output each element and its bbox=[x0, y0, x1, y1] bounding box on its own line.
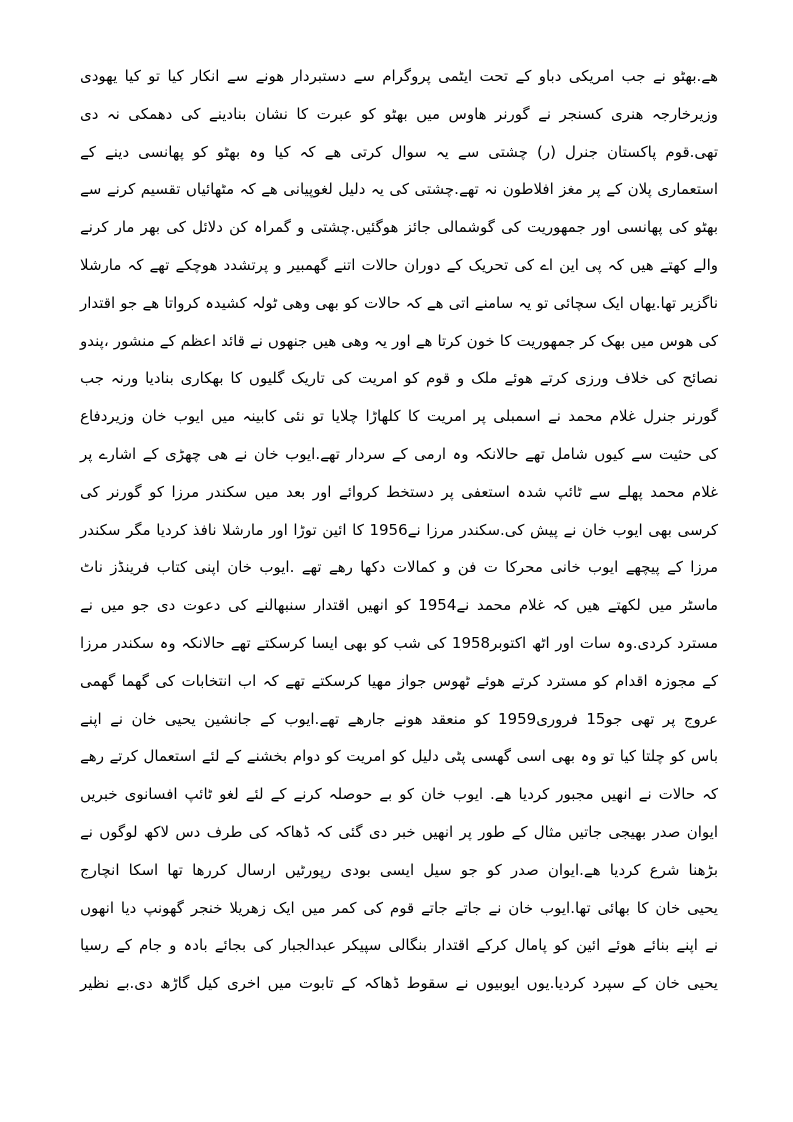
text-line: ناگزیر تھا.یھاں ایک سچائی تو یہ سامنے اتی ھے کہ حالات کو بھی وھی ٹولہ کشیدہ کرواتا ھے جو اقتدار bbox=[80, 293, 718, 312]
text-line: نصائح کی خلاف ورزی کرتے ھوئے ملک و قوم کو امریت کی تاریک گلیوں کا بھکاری بنادیا ورنہ جب bbox=[80, 369, 718, 388]
text-line: بھٹو کی پھانسی اور جمھوریت کی گوشمالی جائز ھوگئیں.چشتی و گمراہ کن دلائل کی بھر مار کرنے bbox=[80, 218, 718, 237]
text-line: تھی.قوم پاکستان جنرل (ر) چشتی سے یہ سوال کرتی ھے کہ کیا وہ بھٹو کو پھانسی دینے کے bbox=[80, 142, 718, 161]
body-text bbox=[80, 58, 718, 1003]
text-line: مرزا کے پیچھے ایوب خانی محرکا ت فن و کمالات دکھا رھے تھے .ایوب خان اپنی کتاب فرینڈز ناٹ bbox=[80, 558, 718, 577]
text-line: استعماری پلان کے پر مغز افلاطون نہ تھے.چشتی کی یہ دلیل لغوپیانی ھے کہ مٹھائیاں تقسیم کرنے سے bbox=[80, 180, 718, 199]
text-line: یحیی خان کے سپرد کردیا.یوں ایوبیوں نے سقوط ڈھاکہ کے تابوت میں اخری کیل گاڑھ دی.بے نظیر bbox=[80, 974, 718, 993]
text-line: ماسٹر میں لکھتے ھیں کہ غلام محمد نے1954 کو انھیں اقتدار سنبھالنے کی دعوت دی جو میں نے bbox=[80, 596, 718, 615]
text-line: والے کھتے ھیں کہ پی این اے کی تحریک کے دوران حالات اتنے گھمبیر و پرتشدد ھوچکے تھے کہ مارشلا bbox=[80, 255, 718, 274]
text-line: بڑھنا شرع کردیا ھے.ایوان صدر کو جو سیل ایسی بودی رپورٹیں ارسال کررھا تھا اسکا انچارج bbox=[80, 860, 718, 879]
text-line: کہ حالات نے انھیں مجبور کردیا ھے. ایوب خان کو بے حوصلہ کرنے کے لئے لغو ٹائپ افسانوی خبریں bbox=[80, 785, 718, 804]
text-line: غلام محمد پھلے سے ٹائپ شدہ استعفی پر دستخط کروائے اور بعد میں سکندر مرزا کو گورنر کی bbox=[80, 482, 718, 501]
text-line: کی حثیت سے کیوں شامل تھے حالانکہ وہ ارمی کے سردار تھے.ایوب خان نے ھی چھڑی کے اشارے پر bbox=[80, 444, 718, 463]
text-line: باس کو چلتا کیا تو وہ بھی اسی گھسی پٹی دلیل کو امریت کو دوام بخشنے کے لئے استعمال کرتے رھے bbox=[80, 747, 718, 766]
text-line: عروج پر تھی جو15 فروری1959 کو منعقد ھونے جارھے تھے.ایوب کے جانشین یحیی خان نے اپنے bbox=[80, 709, 718, 728]
text-line: کی ھوس میں بھک کر جمھوریت کا خون کرتا ھے اور یہ وھی ھیں جنھوں نے قائد اعظم کے منشور ،پندو bbox=[80, 331, 718, 350]
text-line: مسترد کردی.وہ سات اور اٹھ اکتوبر1958 کی شب کو بھی ایسا کرسکتے تھے حالانکہ وہ سکندر مرزا bbox=[80, 633, 718, 652]
text-line: ایوان صدر بھیجی جاتیں مثال کے طور پر انھیں خبر دی گئی کہ ڈھاکہ کی طرف دس لاکھ لوگوں نے bbox=[80, 822, 718, 841]
text-line: نے اپنے بنائے ھوئے ائین کو پامال کرکے اقتدار بنگالی سپیکر عبدالجبار کی بجائے بادہ و جام کے رسیا bbox=[80, 936, 718, 955]
text-line: کرسی بھی ایوب خان نے پیش کی.سکندر مرزا نے1956 کا ائین توڑا اور مارشلا نافذ کردیا مگر سکندر bbox=[80, 520, 718, 539]
text-line: کے مجوزہ اقدام کو مسترد کرتے ھوئے ٹھوس جواز مھیا کرسکتے تھے کہ اب انتخابات کی گھما گھمی bbox=[80, 671, 718, 690]
text-line: ھے.بھٹو نے جب امریکی دباو کے تحت ایٹمی پروگرام سے دستبردار ھونے سے انکار کیا تو کیا یھودی bbox=[80, 67, 718, 85]
text-line: وزیرخارجہ ھنری کسنجر نے گورنر ھاوس میں بھٹو کو عبرت کا نشان بنادینے کی دھمکی نہ دی bbox=[80, 104, 718, 123]
text-line: یحیی خان کا بھائی تھا.ایوب خان نے جاتے جاتے قوم کی کمر میں ایک زھریلا خنجر گھونپ دیا انھوں bbox=[80, 898, 718, 917]
text-line: گورنر جنرل غلام محمد نے اسمبلی پر امریت کا کلھاڑا چلایا تو نئی کابینہ میں ایوب خان وزیردفاع bbox=[80, 407, 718, 426]
